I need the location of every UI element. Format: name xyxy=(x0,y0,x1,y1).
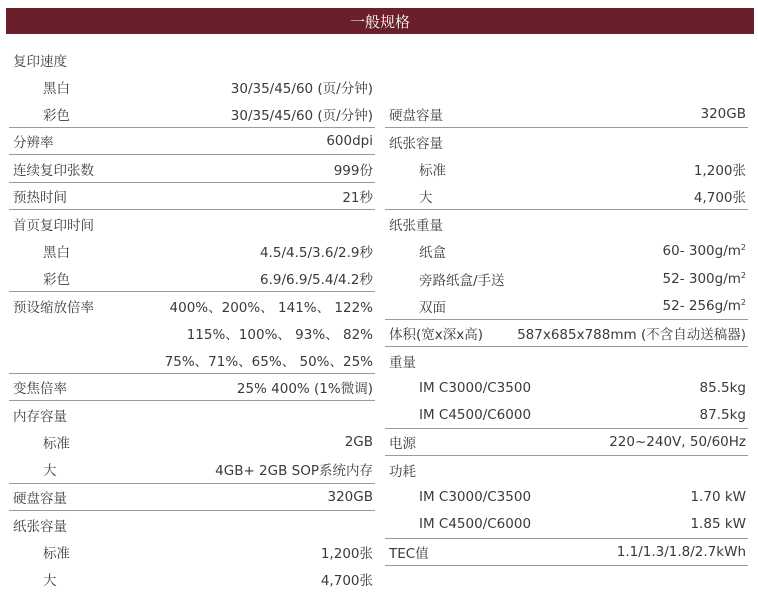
spec-row xyxy=(385,320,748,347)
superscript: 2 xyxy=(740,270,746,280)
spec-column-right xyxy=(385,101,748,566)
spec-value: 1,200张 xyxy=(320,545,373,562)
spec-value: 1.85 kW xyxy=(690,516,746,533)
section-title: 一般规格 xyxy=(6,8,754,34)
spec-row xyxy=(9,456,375,483)
spec-row xyxy=(385,539,748,566)
spec-label: 硬盘容量 xyxy=(13,490,67,507)
spec-label: IM C4500/C6000 xyxy=(419,516,532,533)
spec-value: 6.9/6.9/5.4/4.2秒 xyxy=(259,271,373,288)
spec-label: 硬盘容量 xyxy=(389,108,443,125)
spec-value: 320GB xyxy=(700,106,746,123)
spec-label: 首页复印时间 xyxy=(13,217,94,234)
spec-row xyxy=(385,210,748,237)
spec-row xyxy=(385,238,748,265)
spec-label: 大 xyxy=(43,573,57,590)
spec-label: 变焦倍率 xyxy=(13,381,67,398)
spec-value: 115%、100%、 93%、 82% xyxy=(186,327,373,344)
spec-row xyxy=(385,128,748,155)
spec-label: 黑白 xyxy=(43,245,70,262)
spec-label: 预设缩放倍率 xyxy=(13,299,94,316)
spec-label: 旁路纸盒/手送 xyxy=(419,272,505,289)
spec-row xyxy=(385,511,748,538)
spec-row xyxy=(385,101,748,128)
spec-value: 1,200张 xyxy=(693,163,746,180)
spec-value: 587x685x788mm (不含自动送稿器) xyxy=(517,326,746,343)
spec-row xyxy=(9,183,375,210)
spec-label: IM C3000/C3500 xyxy=(419,380,532,397)
spec-value: 21秒 xyxy=(342,189,373,206)
spec-value: 320GB xyxy=(327,488,373,505)
spec-label: 纸张容量 xyxy=(389,136,443,153)
spec-label: 功耗 xyxy=(389,464,416,481)
spec-label: 纸张重量 xyxy=(389,218,443,235)
spec-column-left xyxy=(9,46,375,593)
spec-label: 标准 xyxy=(43,545,70,562)
spec-label: 内存容量 xyxy=(13,409,67,426)
spec-value: 60- $300g/m^2$ xyxy=(662,243,746,260)
spec-row xyxy=(9,319,375,346)
spec-value: 4GB+ 2GB SOP系统内存 xyxy=(215,463,373,480)
spec-row xyxy=(9,128,375,155)
spec-value: 1.70 kW xyxy=(690,489,746,506)
spec-label: 标准 xyxy=(419,163,446,180)
spec-row xyxy=(9,210,375,237)
spec-row xyxy=(385,265,748,292)
spec-row xyxy=(9,101,375,128)
spec-value: 4,700张 xyxy=(320,573,373,590)
spec-row xyxy=(9,46,375,73)
spec-row xyxy=(9,538,375,565)
spec-row xyxy=(385,402,748,429)
spec-label: 复印速度 xyxy=(13,53,67,70)
spec-label: 双面 xyxy=(419,299,446,316)
spec-value: 30/35/45/60 (页/分钟) xyxy=(230,81,373,98)
spec-row xyxy=(9,347,375,374)
spec-value: 52- $256g/m^2$ xyxy=(662,297,746,314)
spec-label: IM C4500/C6000 xyxy=(419,406,532,423)
spec-label: TEC值 xyxy=(389,545,429,562)
spec-value: 1.1/1.3/1.8/2.7kWh xyxy=(616,543,746,560)
spec-label: IM C3000/C3500 xyxy=(419,489,532,506)
spec-label: 分辨率 xyxy=(13,135,54,152)
spec-label: 黑白 xyxy=(43,81,70,98)
spec-label: 大 xyxy=(43,463,57,480)
spec-row xyxy=(9,73,375,100)
spec-row xyxy=(9,484,375,511)
spec-value: 75%、71%、65%、 50%、25% xyxy=(164,353,373,370)
spec-label: 彩色 xyxy=(43,107,70,124)
spec-value: 25% 400% (1%微调) xyxy=(236,381,373,398)
spec-value: 4,700张 xyxy=(693,190,746,207)
spec-value: 52- $300g/m^2$ xyxy=(662,270,746,287)
spec-row xyxy=(9,511,375,538)
spec-label: 标准 xyxy=(43,436,70,453)
spec-row xyxy=(9,265,375,292)
spec-row xyxy=(385,484,748,511)
spec-row xyxy=(9,155,375,182)
superscript: 2 xyxy=(740,243,746,253)
spec-row xyxy=(385,456,748,483)
spec-label: 预热时间 xyxy=(13,189,67,206)
spec-row xyxy=(9,429,375,456)
spec-label: 大 xyxy=(419,190,433,207)
superscript: 2 xyxy=(740,297,746,307)
spec-row xyxy=(385,374,748,401)
spec-value: 600dpi xyxy=(326,133,373,150)
spec-label: 彩色 xyxy=(43,271,70,288)
spec-value: 400%、200%、 141%、 122% xyxy=(169,299,373,316)
spec-row xyxy=(385,347,748,374)
spec-label: 电源 xyxy=(389,436,416,453)
spec-row xyxy=(9,401,375,428)
spec-value: 4.5/4.5/3.6/2.9秒 xyxy=(259,245,373,262)
spec-value: 2GB xyxy=(344,434,373,451)
spec-label: 体积(宽x深x高) xyxy=(389,326,484,343)
spec-label: 纸盒 xyxy=(419,245,446,262)
spec-row xyxy=(9,374,375,401)
spec-value: 30/35/45/60 (页/分钟) xyxy=(230,107,373,124)
spec-label: 重量 xyxy=(389,354,416,371)
spec-label: 纸张容量 xyxy=(13,518,67,535)
spec-row xyxy=(385,156,748,183)
spec-value: 999份 xyxy=(333,162,373,179)
spec-row xyxy=(385,183,748,210)
spec-row xyxy=(385,429,748,456)
spec-value: 220~240V, 50/60Hz xyxy=(609,434,746,451)
spec-label: 连续复印张数 xyxy=(13,162,94,179)
spec-row xyxy=(9,566,375,593)
spec-row xyxy=(9,292,375,319)
spec-row xyxy=(385,292,748,319)
spec-value: 87.5kg xyxy=(699,406,746,423)
spec-row xyxy=(9,237,375,264)
spec-value: 85.5kg xyxy=(699,380,746,397)
